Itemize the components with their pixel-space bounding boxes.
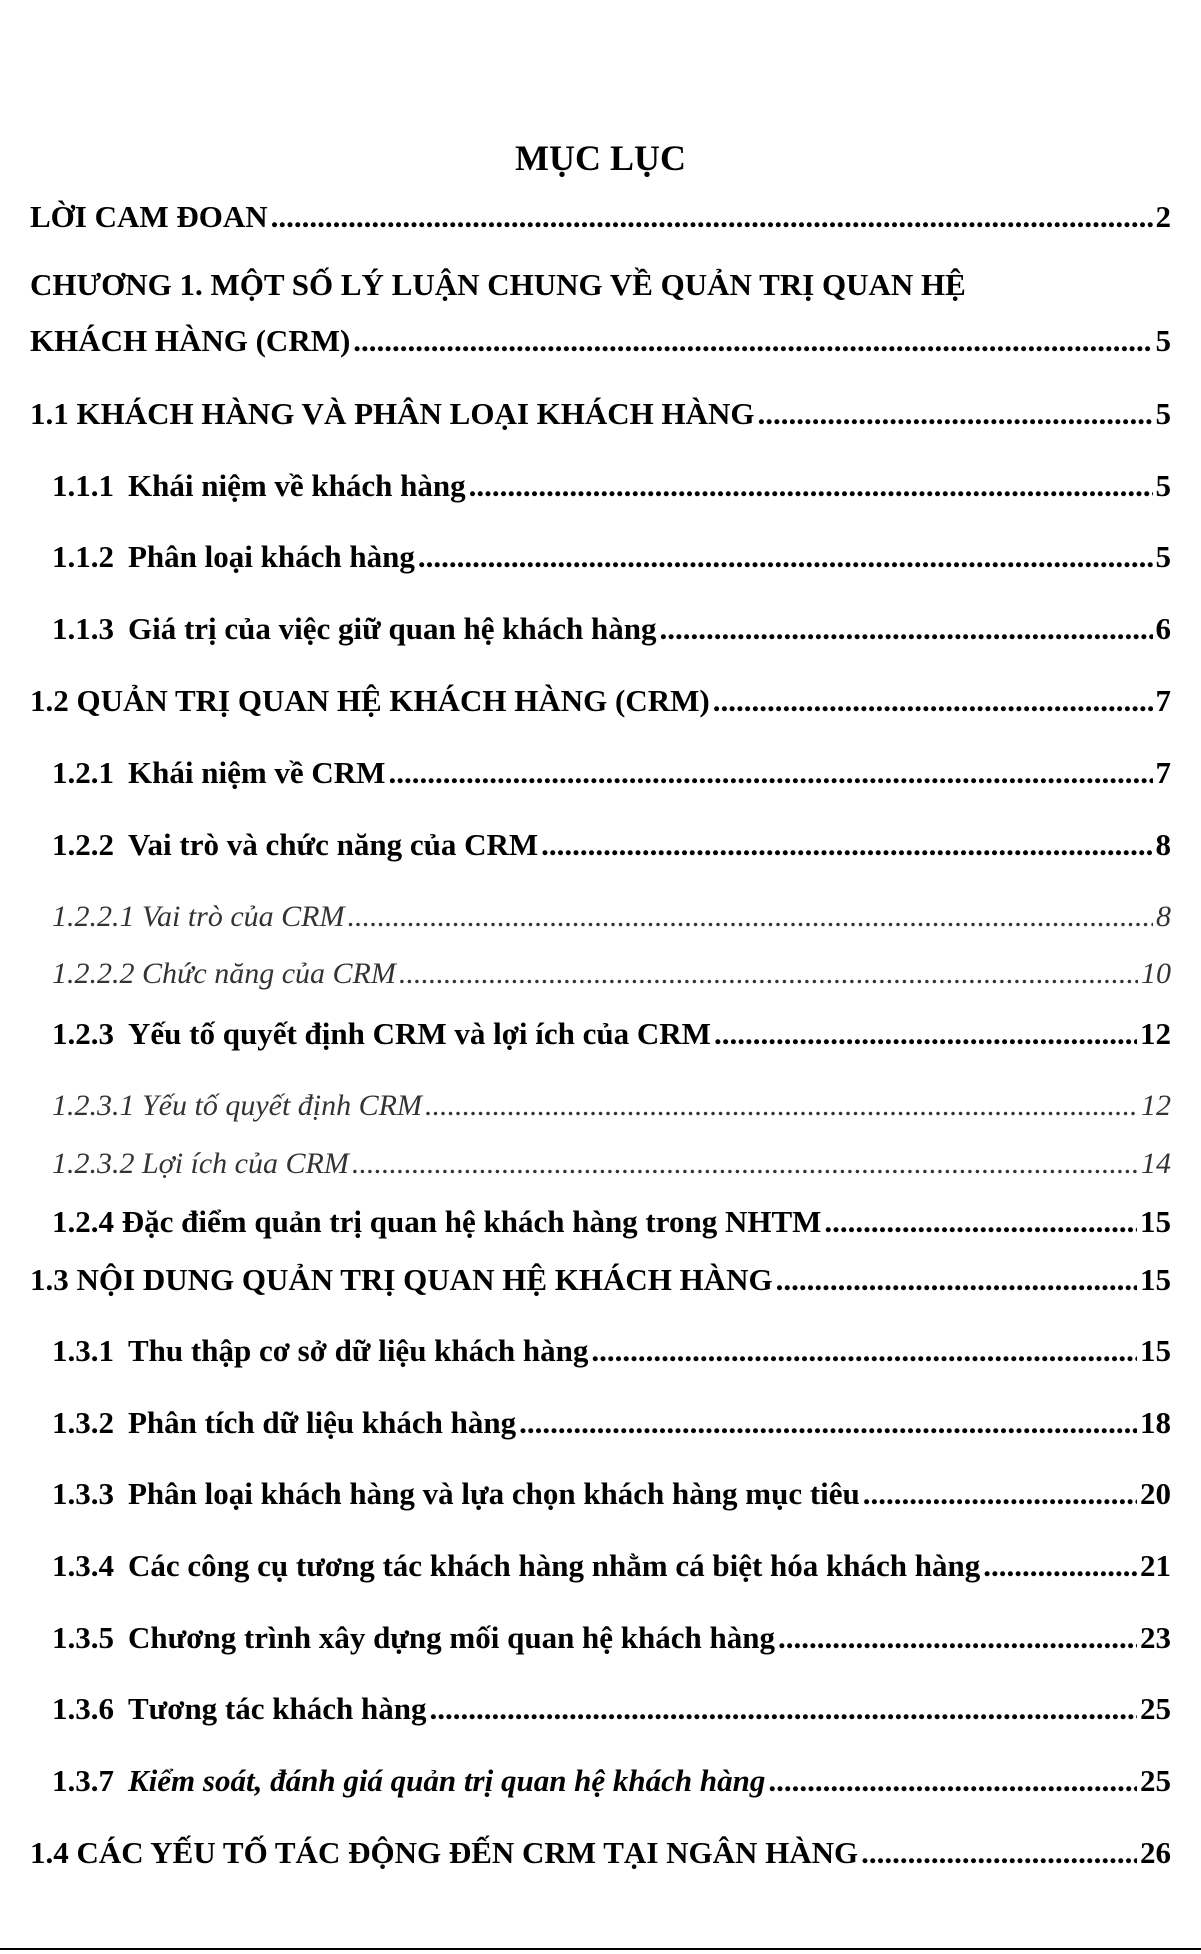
toc-title: MỤC LỤC xyxy=(515,138,686,178)
toc-entry[interactable] xyxy=(30,1261,1171,1299)
leader-dots xyxy=(758,395,1153,433)
toc-entry[interactable] xyxy=(30,1834,1171,1872)
toc-entry-page: 7 xyxy=(1155,755,1171,790)
toc-entry-number: 1.2.3 xyxy=(52,1016,114,1051)
toc-entry[interactable] xyxy=(52,538,1171,576)
toc-entry-page: 12 xyxy=(1140,1016,1171,1051)
toc-entry-page: 5 xyxy=(1155,539,1171,574)
toc-entry-number: 1.3.3 xyxy=(52,1476,114,1511)
toc-entry[interactable] xyxy=(52,1547,1171,1585)
toc-entry[interactable] xyxy=(30,682,1171,720)
toc-entry-label: Tương tác khách hàng xyxy=(128,1691,427,1726)
leader-dots xyxy=(824,1203,1137,1241)
page-bottom-rule xyxy=(0,1948,1201,1950)
toc-entry[interactable] xyxy=(30,198,1171,236)
toc-entry-label: Khái niệm về CRM xyxy=(128,755,386,790)
toc-entry-label: 1.3 NỘI DUNG QUẢN TRỊ QUAN HỆ KHÁCH HÀNG xyxy=(30,1262,773,1297)
toc-entry-number: 1.1.1 xyxy=(52,468,114,503)
toc-entry-label: 1.2.2.1 Vai trò của CRM xyxy=(52,900,345,933)
toc-entry[interactable] xyxy=(52,898,1171,936)
leader-dots xyxy=(713,682,1153,720)
leader-dots xyxy=(469,467,1153,505)
toc-entry-page: 10 xyxy=(1141,957,1171,990)
leader-dots xyxy=(348,898,1154,936)
toc-entry[interactable] xyxy=(52,467,1171,505)
toc-entry-page: 2 xyxy=(1155,199,1171,234)
toc-entry-label: 1.1 KHÁCH HÀNG VÀ PHÂN LOẠI KHÁCH HÀNG xyxy=(30,396,755,431)
leader-dots xyxy=(591,1332,1137,1370)
toc-entry-label: KHÁCH HÀNG (CRM) xyxy=(30,323,351,358)
toc-entry[interactable] xyxy=(30,322,1171,360)
toc-entry-label: Chương trình xây dựng mối quan hệ khách hàng xyxy=(128,1620,776,1655)
toc-entry-page: 23 xyxy=(1140,1620,1171,1655)
toc-entry[interactable] xyxy=(52,1475,1171,1513)
leader-dots xyxy=(714,1015,1137,1053)
toc-entry-page: 5 xyxy=(1155,323,1171,358)
toc-entry-page: 6 xyxy=(1155,611,1171,646)
toc-entry[interactable] xyxy=(52,1619,1171,1657)
toc-entry-page: 20 xyxy=(1140,1476,1171,1511)
toc-entry-label: Phân tích dữ liệu khách hàng xyxy=(128,1405,517,1440)
toc-entry[interactable] xyxy=(52,1332,1171,1370)
toc-entry-label: 1.2 QUẢN TRỊ QUAN HỆ KHÁCH HÀNG (CRM) xyxy=(30,683,710,718)
leader-dots xyxy=(418,538,1153,576)
leader-dots xyxy=(659,610,1152,648)
leader-dots xyxy=(776,1261,1137,1299)
leader-dots xyxy=(768,1762,1137,1800)
toc-entry-label: 1.2.3.2 Lợi ích của CRM xyxy=(52,1147,349,1180)
leader-dots xyxy=(863,1475,1137,1513)
toc-entry-number: 1.1.3 xyxy=(52,611,114,646)
leader-dots xyxy=(388,754,1152,792)
toc-entry-label: 1.2.3.1 Yếu tố quyết định CRM xyxy=(52,1089,422,1122)
toc-entry[interactable] xyxy=(52,1404,1171,1442)
toc-entry-page: 5 xyxy=(1155,396,1171,431)
toc-entry-label: Kiểm soát, đánh giá quản trị quan hệ khách hàng xyxy=(128,1763,766,1798)
leader-dots xyxy=(353,322,1152,360)
toc-entry-label: Thu thập cơ sở dữ liệu khách hàng xyxy=(128,1333,589,1368)
toc-entry-label: Vai trò và chức năng của CRM xyxy=(128,827,539,862)
toc-entry-page: 7 xyxy=(1155,683,1171,718)
leader-dots xyxy=(983,1547,1137,1585)
toc-entry[interactable] xyxy=(52,826,1171,864)
toc-entry-page: 18 xyxy=(1140,1405,1171,1440)
leader-dots xyxy=(519,1404,1137,1442)
toc-entry-page: 15 xyxy=(1140,1262,1171,1297)
toc-entry-number: 1.3.6 xyxy=(52,1691,114,1726)
toc-entry[interactable] xyxy=(30,395,1171,433)
toc-entry[interactable] xyxy=(52,1015,1171,1053)
toc-entry-label: Giá trị của việc giữ quan hệ khách hàng xyxy=(128,611,657,646)
leader-dots xyxy=(271,198,1153,236)
toc-entry-label: Phân loại khách hàng xyxy=(128,539,415,574)
chapter-heading-line[interactable]: CHƯƠNG 1. MỘT SỐ LÝ LUẬN CHUNG VỀ QUẢN TRỊ QUAN HỆ xyxy=(30,267,966,302)
toc-entry-label: LỜI CAM ĐOAN xyxy=(30,199,268,234)
toc-entry-number: 1.3.1 xyxy=(52,1333,114,1368)
toc-entry-number: 1.2.2 xyxy=(52,827,114,862)
toc-entry-number: 1.3.7 xyxy=(52,1763,114,1798)
toc-entry[interactable] xyxy=(52,1690,1171,1728)
leader-dots xyxy=(429,1690,1137,1728)
toc-entry-number: 1.3.5 xyxy=(52,1620,114,1655)
toc-entry-page: 8 xyxy=(1155,827,1171,862)
toc-entry-page: 8 xyxy=(1156,900,1171,933)
toc-entry-label: Khái niệm về khách hàng xyxy=(128,468,466,503)
toc-entry[interactable] xyxy=(52,1087,1171,1125)
toc-entry[interactable] xyxy=(52,955,1171,993)
toc-entry[interactable] xyxy=(52,1203,1171,1241)
toc-entry-label: Phân loại khách hàng và lựa chọn khách hàng mục tiêu xyxy=(128,1476,860,1511)
toc-entry[interactable] xyxy=(52,1762,1171,1800)
leader-dots xyxy=(861,1834,1137,1872)
toc-entry-number: 1.2.1 xyxy=(52,755,114,790)
toc-entry-label: 1.4 CÁC YẾU TỐ TÁC ĐỘNG ĐẾN CRM TẠI NGÂN HÀNG xyxy=(30,1835,859,1870)
leader-dots xyxy=(778,1619,1137,1657)
toc-entry-page: 25 xyxy=(1140,1691,1171,1726)
toc-entry-label: 1.2.2.2 Chức năng của CRM xyxy=(52,957,396,990)
toc-entry-label: Yếu tố quyết định CRM và lợi ích của CRM xyxy=(128,1016,711,1051)
toc-entry[interactable] xyxy=(52,1145,1171,1183)
toc-entry-number: 1.3.4 xyxy=(52,1548,114,1583)
toc-entry-page: 12 xyxy=(1141,1089,1171,1122)
leader-dots xyxy=(425,1087,1138,1125)
toc-entry-number: 1.1.2 xyxy=(52,539,114,574)
toc-entry-label: 1.2.4 Đặc điểm quản trị quan hệ khách hàng trong NHTM xyxy=(52,1204,822,1239)
toc-entry-number: 1.3.2 xyxy=(52,1405,114,1440)
toc-entry[interactable] xyxy=(52,610,1171,648)
toc-entry-label: Các công cụ tương tác khách hàng nhằm cá biệt hóa khách hàng xyxy=(128,1548,981,1583)
toc-entry-page: 15 xyxy=(1140,1333,1171,1368)
toc-entry-page: 21 xyxy=(1140,1548,1171,1583)
leader-dots xyxy=(541,826,1152,864)
toc-entry-page: 26 xyxy=(1140,1835,1171,1870)
leader-dots xyxy=(399,955,1138,993)
toc-entry-page: 25 xyxy=(1140,1763,1171,1798)
toc-entry-page: 14 xyxy=(1141,1147,1171,1180)
leader-dots xyxy=(352,1145,1138,1183)
toc-entry[interactable] xyxy=(52,754,1171,792)
toc-entry-page: 15 xyxy=(1140,1204,1171,1239)
toc-entry-page: 5 xyxy=(1155,468,1171,503)
